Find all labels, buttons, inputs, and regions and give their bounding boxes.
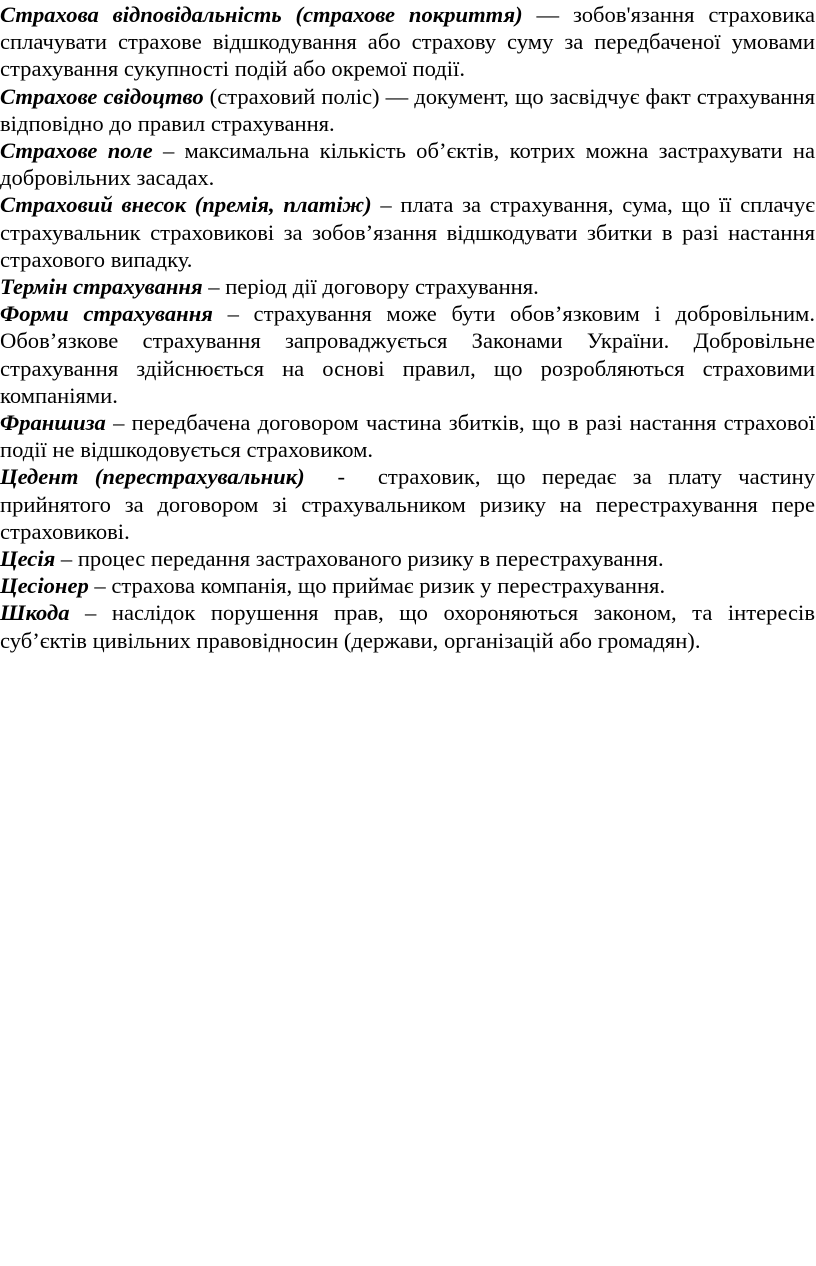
term-separator: – [105,410,132,436]
glossary-term: Цедент (перестрахувальник) [0,464,305,490]
glossary-definition: період дії договору страхування. [225,274,539,300]
glossary-term: Франшиза [0,410,106,436]
glossary-definition: страхова компанія, що приймає ризик у перестрахування. [111,573,666,599]
glossary-term: Форми страхування [0,301,213,327]
glossary-definition: наслідок порушення прав, що охороняються законом, та інтересів суб’єктів цивільних правовідносин (держави, організацій або громадян). [0,600,815,653]
glossary-definition: максимальна кількість об’єктів, котрих можна застрахувати на добровільних засадах. [0,138,815,191]
glossary-definition: страхування може бути обов’язковим і добровільним. Обов’язкове страхування запроваджується Законами України. Добровільне страхування здійснюється на основі правил, що розробляються страховими компаніями. [0,301,816,408]
term-separator: – [152,138,185,164]
glossary-definition: зобов'язання страховика сплачувати страхове відшкодування або страхову суму за передбаченої умовами страхування сукупності подій або окремої події. [0,2,815,82]
term-separator: – [371,192,401,218]
glossary-term: Шкода [0,600,70,626]
glossary-entry-strakhove-svidotstvo [0,83,815,137]
glossary-term: Цесіонер [0,573,89,599]
glossary-definition: плата за страхування, сума, що її сплачує страхувальник страховикові за зобов’язання відшкодувати збитки в разі настання страхового випадку. [0,192,815,272]
glossary-entry-strakhove-pole [0,137,815,191]
term-separator: – [212,301,254,327]
glossary-entry-strakhova-vidpovidalnist [0,1,815,83]
glossary-definition: страховик, що передає за плату частину прийнятого за договором зі страхувальником ризику на перестрахування пере страховикові. [0,464,815,544]
glossary-entry-formy-strakhuvannia [0,300,815,409]
glossary-entry-tsedent [0,463,815,545]
glossary-entry-strakhovyi-vnesok [0,191,815,273]
glossary-term: Термін страхування [0,274,203,300]
glossary-definition: (страховий поліс) — документ, що засвідчує факт страхування відповідно до правил страхування. [0,83,815,136]
glossary-entry-tsesiia [0,545,815,572]
glossary-term: Страховий внесок (премія, платіж) [0,192,372,218]
term-separator: – [202,274,226,300]
glossary-term: Страхове свідоцтво [0,83,204,109]
term-separator: - [304,464,378,490]
glossary-term: Страхове поле [0,138,153,164]
term-separator: – [88,573,112,599]
glossary-entry-franshyza [0,409,815,463]
glossary-definition: передбачена договором частина збитків, що в разі настання страхової події не відшкодовується страховиком. [0,410,815,463]
glossary-term: Цесія [0,546,56,572]
glossary-term: Страхова відповідальність (страхове покриття) [0,2,523,27]
term-separator: – [69,600,112,626]
term-separator: — [522,2,573,27]
glossary-entry-shkoda [0,599,815,653]
term-separator: – [55,546,78,572]
glossary-entry-tsesioner [0,572,815,599]
glossary-entry-termin-strakhuvannia [0,273,815,300]
glossary-definition: процес передання застрахованого ризику в перестрахування. [77,546,664,572]
